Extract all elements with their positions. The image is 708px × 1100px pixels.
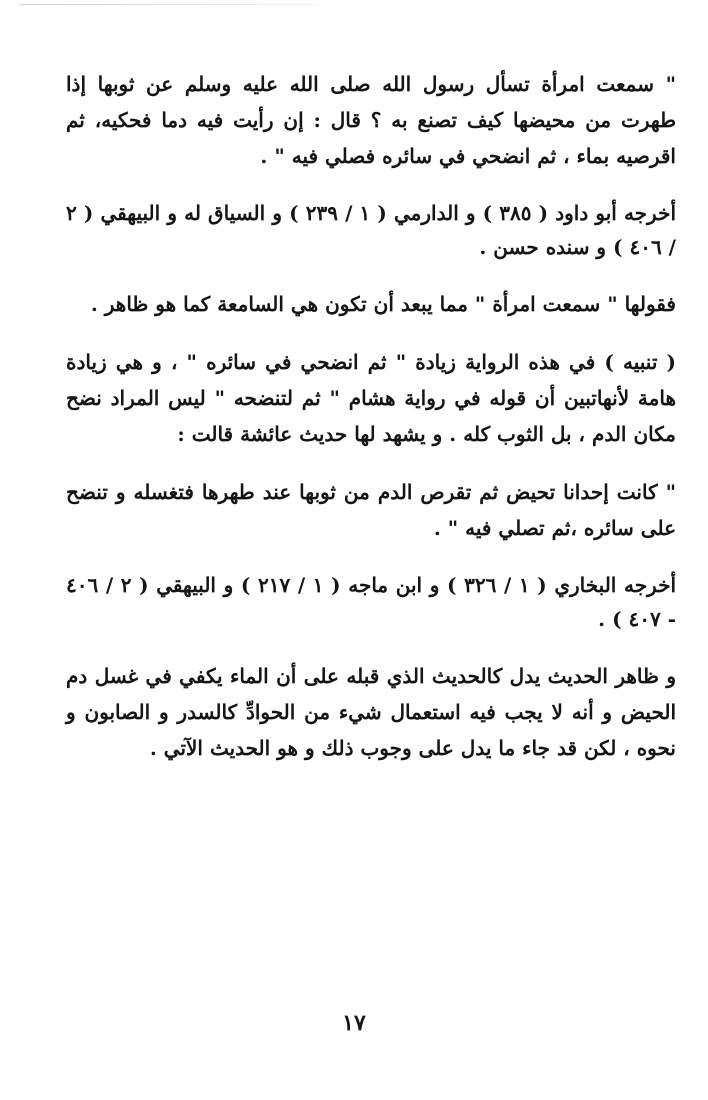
page-number: ١٧ [342, 1010, 366, 1036]
aisha-hadith-paragraph: " كانت إحدانا تحيض ثم تقرص الدم من ثوبها عند طهرها فتغسله و تنضح على سائره ،ثم تصلي فيه " . [66, 480, 676, 540]
source-citation-paragraph-2: أخرجه البخاري ( ١ / ٣٢٦ ) و ابن ماجه ( ١ / ٢١٧ ) و البيهقي ( ٢ / ٤٠٦ - ٤٠٧ ) . [66, 573, 677, 631]
scan-edge-artifact [20, 4, 320, 5]
commentary-paragraph: فقولها " سمعت امرأة " مما يبعد أن تكون هي السامعة كما هو ظاهر . [90, 292, 676, 316]
hadith-quote-paragraph: " سمعت امرأة تسأل رسول الله صلى الله عليه وسلم عن ثوبها إذا طهرت من محيضها كيف تصنع به ؟ قال : إن رأيت فيه دما فحكيه، ثم اقرصيه بماء ، ثم انضحي في سائره فصلي فيه " . [66, 72, 676, 168]
conclusion-paragraph: و ظاهر الحديث يدل كالحديث الذي قبله على أن الماء يكفي في غسل دم الحيض و أنه لا يجب فيه استعمال شيء من الحوادِّ كالسدر و الصابون و نحوه ، لكن قد جاء ما يدل على وجوب ذلك و هو الحديث الآتي . [66, 664, 676, 760]
source-citation-paragraph: أخرجه أبو داود ( ٣٨٥ ) و الدارمي ( ١ / ٢٣٩ ) و السياق له و البيهقي ( ٢ / ٤٠٦ ) و سنده حسن . [66, 201, 677, 259]
note-paragraph: ( تنبيه ) في هذه الرواية زيادة " ثم انضحي في سائره " ، و هي زيادة هامة لأنهاتبين أن قوله في رواية هشام " ثم لتنضحه " ليس المراد نضح مكان الدم ، بل الثوب كله . و يشهد لها حديث عائشة قالت : [66, 350, 676, 446]
page-body [66, 66, 676, 788]
